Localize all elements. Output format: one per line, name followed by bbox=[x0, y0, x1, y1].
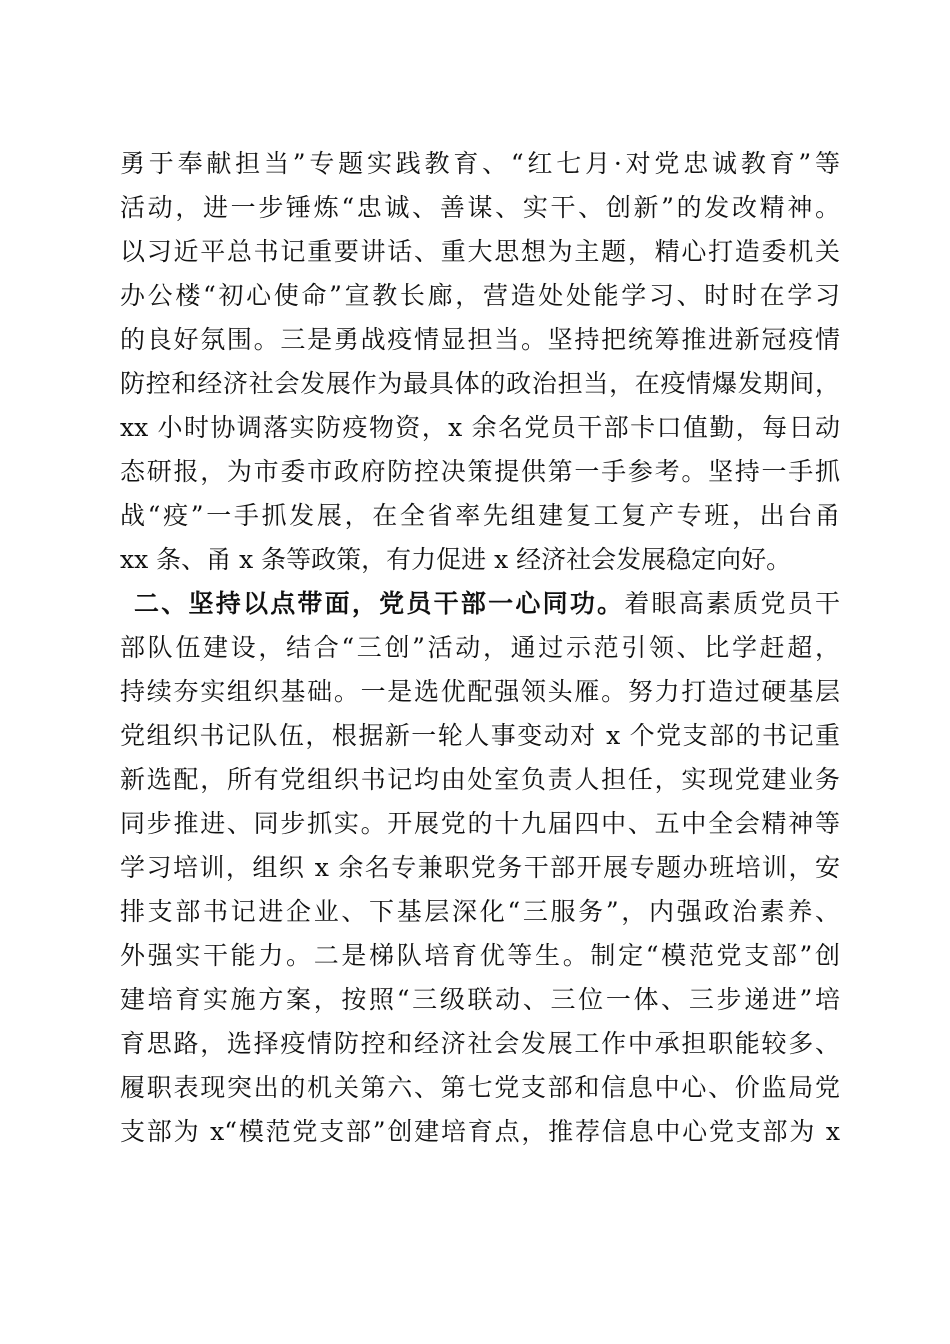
paragraph-line: 外强实干能力。二是梯队培育优等生。制定“模范党支部”创 bbox=[120, 941, 840, 970]
paragraph-line: 新选配，所有党组织书记均由处室负责人担任，实现党建业务 bbox=[120, 765, 840, 794]
paragraph-line: 同步推进、同步抓实。开展党的十九届四中、五中全会精神等 bbox=[120, 809, 840, 838]
paragraph-line: 办公楼“初心使命”宣教长廊，营造处处能学习、时时在学习 bbox=[120, 281, 840, 310]
paragraph-line: 战“疫”一手抓发展，在全省率先组建复工复产专班，出台甬 bbox=[120, 501, 840, 530]
paragraph-line: 勇于奉献担当”专题实践教育、“红七月·对党忠诚教育”等 bbox=[120, 149, 840, 178]
section-heading-line bbox=[120, 582, 840, 626]
paragraph-line: 部队伍建设，结合“三创”活动，通过示范引领、比学赶超， bbox=[120, 633, 840, 662]
section-heading: 二、坚持以点带面，党员干部一心同功。 bbox=[134, 589, 625, 618]
paragraph-line: xx 条、甬 x 条等政策，有力促进 x 经济社会发展稳定向好。 bbox=[120, 545, 792, 574]
paragraph-line: 学习培训，组织 x 余名专兼职党务干部开展专题办班培训，安 bbox=[120, 853, 840, 882]
paragraph-line: 持续夯实组织基础。一是选优配强领头雁。努力打造过硬基层 bbox=[120, 677, 840, 706]
paragraph-line: 活动，进一步锤炼“忠诚、善谋、实干、创新”的发改精神。 bbox=[120, 193, 840, 222]
paragraph-line: 支部为 x“模范党支部”创建培育点，推荐信息中心党支部为 x bbox=[120, 1117, 840, 1146]
paragraph-line: 育思路，选择疫情防控和经济社会发展工作中承担职能较多、 bbox=[120, 1029, 840, 1058]
section-heading-continuation: 着眼高素质党员干 bbox=[624, 589, 840, 618]
paragraph-line: 党组织书记队伍，根据新一轮人事变动对 x 个党支部的书记重 bbox=[120, 721, 840, 750]
document-body bbox=[120, 142, 840, 1154]
paragraph-line: 态研报，为市委市政府防控决策提供第一手参考。坚持一手抓 bbox=[120, 457, 840, 486]
paragraph-line: 以习近平总书记重要讲话、重大思想为主题，精心打造委机关 bbox=[120, 237, 840, 266]
paragraph-line: 排支部书记进企业、下基层深化“三服务”，内强政治素养、 bbox=[120, 897, 840, 926]
paragraph-line: xx 小时协调落实防疫物资，x 余名党员干部卡口值勤，每日动 bbox=[120, 413, 840, 442]
paragraph-line: 建培育实施方案，按照“三级联动、三位一体、三步递进”培 bbox=[120, 985, 840, 1014]
paragraph-line: 履职表现突出的机关第六、第七党支部和信息中心、价监局党 bbox=[120, 1073, 840, 1102]
paragraph-line: 的良好氛围。三是勇战疫情显担当。坚持把统筹推进新冠疫情 bbox=[120, 325, 840, 354]
paragraph-line: 防控和经济社会发展作为最具体的政治担当，在疫情爆发期间， bbox=[120, 369, 840, 398]
